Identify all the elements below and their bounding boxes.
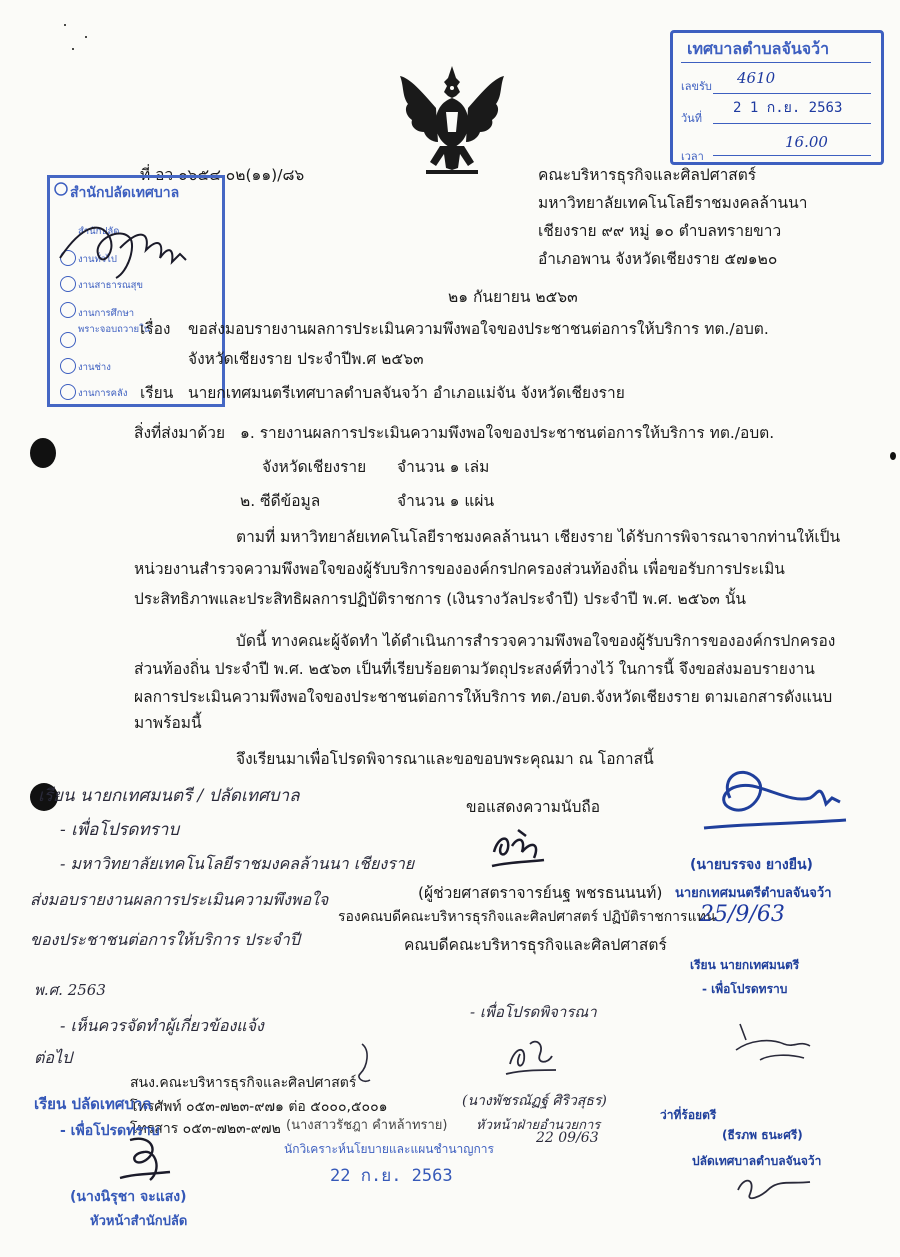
handwritten-note: พ.ศ. 2563 bbox=[34, 981, 106, 999]
middle-name: (นางพัชรณัฏฐ์ ศิริวสุธร) bbox=[462, 1093, 607, 1109]
office-row: งานการศึกษา bbox=[78, 308, 135, 319]
acting-rank: ว่าที่ร้อยตรี bbox=[660, 1108, 717, 1122]
addressee-label: เรียน bbox=[140, 384, 174, 402]
head-name: (นางนิรุชา จะแสง) bbox=[70, 1189, 187, 1205]
mayor-title: นายกเทศมนตรีตำบลจันจว้า bbox=[675, 886, 832, 901]
enclosures-label: สิ่งที่ส่งมาด้วย bbox=[134, 424, 226, 442]
received-date-stamp: 22 ก.ย. 2563 bbox=[330, 1166, 453, 1186]
left-lower-line-2: - เพื่อโปรดทราบ bbox=[60, 1123, 160, 1139]
office-row: งานสาธารณสุข bbox=[78, 280, 143, 291]
handwritten-note: ส่งมอบรายงานผลการประเมินความพึงพอใจ bbox=[30, 890, 329, 909]
subject-label: เรื่อง bbox=[140, 320, 171, 338]
handwritten-note: - เห็นควรจัดทำผู้เกี่ยวข้องแจ้ง bbox=[60, 1016, 264, 1035]
sender-title-1: รองคณบดีคณะบริหารธุรกิจและศิลปศาสตร์ ปฏิบัติราชการแทน bbox=[338, 909, 716, 925]
handwritten-note: ต่อไป bbox=[34, 1048, 73, 1067]
office-row: สำนักปลัด bbox=[78, 226, 120, 237]
sender-name: (ผู้ช่วยศาสตราจารย์นฐ พชรธนนนท์) bbox=[418, 884, 663, 902]
garuda-emblem-icon bbox=[390, 62, 515, 180]
signature-scribble-icon bbox=[50, 188, 225, 298]
enclosure-1-qty: จำนวน ๑ เล่ม bbox=[397, 458, 490, 476]
scan-speck bbox=[85, 36, 87, 38]
letter-date: ๒๑ กันยายน ๒๕๖๓ bbox=[448, 288, 578, 306]
footer-scribble-icon bbox=[346, 1040, 376, 1090]
office-routing-stamp bbox=[47, 175, 225, 407]
org-line-3: เชียงราย ๙๙ หมู่ ๑๐ ตำบลทรายขาว bbox=[538, 222, 782, 240]
para2-line-4: มาพร้อมนี้ bbox=[134, 714, 202, 732]
subject-line-1: ขอส่งมอบรายงานผลการประเมินความพึงพอใจของประชาชนต่อการให้บริการ ทต./อบต. bbox=[188, 320, 769, 338]
clerk-signature-icon bbox=[730, 1010, 820, 1070]
clerk-title: ปลัดเทศบาลตำบลจันจว้า bbox=[692, 1154, 822, 1168]
enclosure-2-qty: จำนวน ๑ แผ่น bbox=[397, 492, 495, 510]
org-line-1: คณะบริหารธุรกิจและศิลปศาสตร์ bbox=[538, 166, 757, 184]
scan-speck bbox=[72, 48, 74, 50]
para2-line-2: ส่วนท้องถิ่น ประจำปี พ.ศ. ๒๕๖๓ เป็นที่เรียบร้อยตามวัตถุประสงค์ที่วางไว้ ในการนี้ จึงขอส่งมอบรายงาน bbox=[134, 660, 815, 678]
mayor-signature-icon bbox=[700, 758, 850, 848]
office-row: งานการคลัง bbox=[78, 388, 128, 399]
handwritten-note: ของประชาชนต่อการให้บริการ ประจำปี bbox=[30, 930, 300, 949]
receipt-stamp bbox=[670, 30, 884, 165]
middle-title: หัวหน้าฝ่ายอำนวยการ bbox=[476, 1118, 601, 1133]
sender-title-2: คณบดีคณะบริหารธุรกิจและศิลปศาสตร์ bbox=[404, 936, 667, 954]
stamp-rule bbox=[681, 62, 871, 63]
scan-speck bbox=[890, 452, 896, 460]
para1-line-1: ตามที่ มหาวิทยาลัยเทคโนโลยีราชมงคลล้านนา เชียงราย ได้รับการพิจารณาจากท่านให้เป็น bbox=[236, 528, 841, 546]
staff-title: นักวิเคราะห์นโยบายและแผนชำนาญการ bbox=[284, 1142, 494, 1156]
addressee-text: นายกเทศมนตรีเทศบาลตำบลจันจว้า อำเภอแม่จัน จังหวัดเชียงราย bbox=[188, 384, 625, 402]
head-signature-icon bbox=[110, 1130, 180, 1190]
receipt-number: 4610 bbox=[737, 69, 776, 87]
middle-note: - เพื่อโปรดพิจารณา bbox=[470, 1003, 597, 1021]
enclosure-2-line-1: ๒. ซีดีข้อมูล bbox=[240, 492, 321, 510]
mayor-signed-date: 25/9/63 bbox=[700, 902, 785, 927]
checkbox-circle-icon bbox=[60, 302, 76, 318]
footer-fax: โทรสาร ๐๕๓-๗๒๓-๙๗๒ bbox=[130, 1121, 281, 1137]
clerk-initial-icon bbox=[730, 1170, 820, 1206]
para1-line-2: หน่วยงานสำรวจความพึงพอใจของผู้รับบริการขององค์กรปกครองส่วนท้องถิ่น เพื่อขอรับการประเมิน bbox=[134, 560, 785, 578]
middle-date: 22 09/63 bbox=[536, 1130, 599, 1146]
left-lower-line-1: เรียน ปลัดเทศบาล bbox=[34, 1095, 152, 1113]
checkbox-circle-icon bbox=[60, 332, 76, 348]
handwritten-note: - เพื่อโปรดทราบ bbox=[60, 820, 180, 840]
para1-line-3: ประสิทธิภาพและประสิทธิผลการปฏิบัติราชการ (เงินรางวัลประจำปี) ประจำปี พ.ศ. ๒๕๖๓ นั้น bbox=[134, 590, 747, 608]
office-row: พราะจอบถวายใน bbox=[78, 324, 151, 335]
receipt-date: 2 1 ก.ย. 2563 bbox=[733, 100, 843, 116]
right-note-2: - เพื่อโปรดทราบ bbox=[702, 982, 788, 996]
org-line-4: อำเภอพาน จังหวัดเชียงราย ๕๗๑๒๐ bbox=[538, 250, 778, 268]
head-title: หัวหน้าสำนักปลัด bbox=[90, 1214, 188, 1229]
clerk-name: (ธีรภพ ธนะศรี) bbox=[722, 1128, 803, 1142]
handwritten-note: เรียน นายกเทศมนตรี / ปลัดเทศบาล bbox=[38, 786, 300, 806]
footer-phone: โทรศัพท์ ๐๕๓-๗๒๓-๙๗๑ ต่อ ๕๐๐๐,๕๐๐๑ bbox=[130, 1099, 388, 1115]
hole-punch bbox=[30, 438, 56, 468]
checkbox-circle-icon bbox=[60, 384, 76, 400]
regards-text: ขอแสดงความนับถือ bbox=[466, 798, 601, 816]
mayor-name: (นายบรรจง ยางยืน) bbox=[690, 857, 813, 873]
staff-name: (นางสาวรัชฎา คำหล้าทราย) bbox=[286, 1118, 448, 1133]
office-stamp-title: สำนักปลัดเทศบาล bbox=[70, 185, 180, 201]
middle-signature-icon bbox=[500, 1034, 560, 1080]
receipt-number-label: เลขรับ bbox=[681, 80, 712, 93]
enclosure-1-line-1: ๑. รายงานผลการประเมินความพึงพอใจของประชาชนต่อการให้บริการ ทต./อบต. bbox=[240, 424, 775, 442]
handwritten-note: - มหาวิทยาลัยเทคโนโลยีราชมงคลล้านนา เชียงราย bbox=[60, 854, 415, 873]
para2-line-3: ผลการประเมินความพึงพอใจของประชาชนต่อการให้บริการ ทต./อบต.จังหวัดเชียงราย ตามเอกสารดังแนบ bbox=[134, 688, 833, 706]
receipt-stamp-title: เทศบาลตำบลจันจว้า bbox=[687, 39, 830, 58]
closing-line: จึงเรียนมาเพื่อโปรดพิจารณาและขอขอบพระคุณมา ณ โอกาสนี้ bbox=[236, 750, 654, 768]
checkbox-circle-icon bbox=[60, 358, 76, 374]
receipt-time: 16.00 bbox=[785, 133, 828, 151]
footer-office: สนง.คณะบริหารธุรกิจและศิลปศาสตร์ bbox=[130, 1075, 357, 1091]
stamp-rule bbox=[713, 123, 871, 124]
office-row: งานช่าง bbox=[78, 362, 111, 373]
stamp-rule bbox=[713, 155, 871, 156]
receipt-time-label: เวลา bbox=[681, 150, 704, 163]
office-row: งานทั่วไป bbox=[78, 254, 117, 265]
org-line-2: มหาวิทยาลัยเทคโนโลยีราชมงคลล้านนา bbox=[538, 194, 808, 212]
right-note-1: เรียน นายกเทศมนตรี bbox=[690, 958, 800, 972]
scan-speck bbox=[64, 24, 66, 26]
stamp-rule bbox=[713, 93, 871, 94]
enclosure-1-line-2: จังหวัดเชียงราย bbox=[262, 458, 367, 476]
receipt-date-label: วันที่ bbox=[681, 112, 702, 125]
para2-line-1: บัดนี้ ทางคณะผู้จัดทำ ได้ดำเนินการสำรวจความพึงพอใจของผู้รับบริการขององค์กรปกครอง bbox=[236, 632, 836, 650]
subject-line-2: จังหวัดเชียงราย ประจำปีพ.ศ ๒๕๖๓ bbox=[188, 350, 424, 368]
sender-signature-icon bbox=[488, 822, 548, 874]
reference-number: ที่ อว ๐๖๕๔.๐๒(๑๑)/๘๖ bbox=[140, 166, 305, 184]
